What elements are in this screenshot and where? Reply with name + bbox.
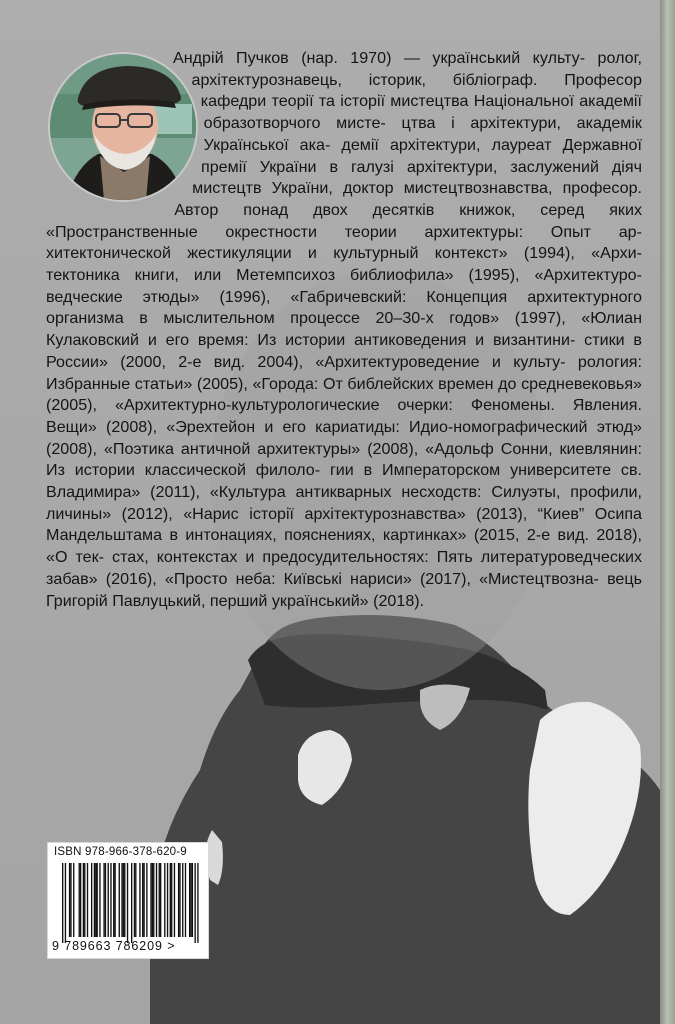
barcode-bar [143,863,144,937]
barcode-bar [156,863,157,937]
barcode-bar [99,863,100,937]
bio-line: України в галузі архітектури, заслужений діяч [259,157,642,176]
barcode-bar [178,863,179,937]
barcode-bar [65,863,66,943]
barcode-bar [119,863,120,937]
bio-line: вець Григорій Павлуцький, перший український» (2018). [46,569,642,610]
barcode-bar [91,863,92,937]
barcode-bar [153,863,154,937]
barcode-bar [121,863,122,937]
barcode-bar [105,863,106,937]
barcode-bar [139,863,140,937]
bio-line: Феномены. Явления. Вещи» (2008), «Эрехтейон и его кариатиды: [46,396,642,436]
barcode-bar [124,863,125,937]
barcode-bar [131,863,132,943]
barcode-bar [150,863,151,937]
barcode-bar [80,863,81,937]
barcode-bar [94,863,95,937]
barcode-bar [135,863,136,937]
bio-line: тектоника книги, или Метемпсихоз библиофила» (1995), «Архитектуро- [46,266,642,285]
bio-line: Идио-номографический этюд» (2008), «Поэтика античной архитектуры» [46,417,642,458]
bio-line: демії архітектури, лауреат Державної премії [201,135,642,176]
barcode-bar [170,863,171,937]
barcode-bar [87,863,88,937]
bio-line: рология: Избранные статьи» (2005), «Города: От библейских времен [46,352,642,393]
barcode-bar [160,863,161,937]
bio-line: історії архітектурознавства» (2013), “Киев” Осипа Мандельштама [46,504,643,545]
barcode-bar [70,863,71,937]
barcode-bar [171,863,172,937]
barcode-bar [103,863,104,937]
barcode-bar [182,863,183,937]
barcode-bar [62,863,63,943]
bio-line: мистецтв України, доктор мистецтвознавства, [192,179,553,198]
bio-line: организма в мыслительном процессе 20–30-х годов» (1997), «Юлиан [46,309,642,328]
barcode-bar [97,863,98,937]
barcode-bar [69,863,70,937]
barcode-bar [194,863,195,943]
barcode-bar [123,863,124,937]
barcode-bar [113,863,114,937]
barcode-bar [197,863,198,943]
author-bio [46,48,642,612]
book-spine-edge [660,0,675,1024]
bio-line: ролог, архітектурознавець, історик, бібліограф. [191,49,642,89]
bio-line: хитектонической жестикуляции и культурный контекст» (1994), «Архи- [46,244,642,263]
bio-line: стах, контекстах и предосудительностях: Пять литературоведческих [112,548,642,567]
bio-line: Андрій Пучков (нар. 1970) — український культу- [173,49,586,67]
bio-line: в интонациях, пояснениях, картинках» (2015, 2-е вид. 2018), «О тек- [46,526,642,567]
bio-line: яких «Пространственные окрестности теории архитектуры: Опыт ар- [46,200,642,241]
bio-line: ведческие этюды» (1996), «Габричевский: Концепция архитектурного [46,287,642,306]
barcode-bar [146,863,147,937]
barcode-bar [79,863,80,937]
barcode-bar [164,863,165,937]
bio-line: стики в России» (2000, 2-е вид. 2004), «Архитектуроведение и культу- [46,331,642,371]
barcode-bar [185,863,186,937]
bio-line: професор. Автор понад двох десятків книжок, серед [174,179,642,219]
barcode-bar [110,863,111,937]
barcode-bar [179,863,180,937]
isbn-number: ISBN 978-966-378-620-9 [54,846,187,858]
bio-line: Кулаковский и его время: Из истории антиковедения и византини- [46,331,576,350]
bio-line: цтва і архітектури, академік Української ака- [203,114,642,154]
bio-line: до средневековья» (2005), «Архитектурно-культурологические очерки: [46,374,642,415]
barcode-bar [114,863,115,937]
bio-line: антикварных несходств: Силуэты, профили, личины» (2012), «Нарис [46,483,642,523]
ean-digits: 9 789663 786209 > [52,939,176,953]
barcode-bar [167,863,168,937]
barcode-bar [189,863,190,937]
barcode-bar [190,863,191,937]
bio-line: забав» (2016), «Просто неба: Київські нариси» (2017), «Мистецтвозна- [46,569,599,588]
barcode-bar [192,863,193,937]
bio-line: Професор кафедри теорії та історії мистецтва [200,70,642,111]
barcode-bar [127,863,128,943]
barcode-bar [152,863,153,937]
bio-line: (2008), «Адольф Сонни, киевлянин: Из истории классической филоло- [46,439,642,480]
barcode-bar [83,863,84,937]
barcode-bar [134,863,135,937]
barcode-bar [84,863,85,937]
bio-line: гии в Императорском университете св. Владимира» (2011), «Культура [46,461,642,502]
barcode-bar [95,863,96,937]
barcode-bar [108,863,109,937]
barcode-bar [142,863,143,937]
isbn-barcode [47,842,209,959]
bio-line: Національної академії образотворчого мисте- [203,92,642,133]
barcode-bar [174,863,175,937]
barcode-bar [159,863,160,937]
barcode-bar [73,863,74,937]
